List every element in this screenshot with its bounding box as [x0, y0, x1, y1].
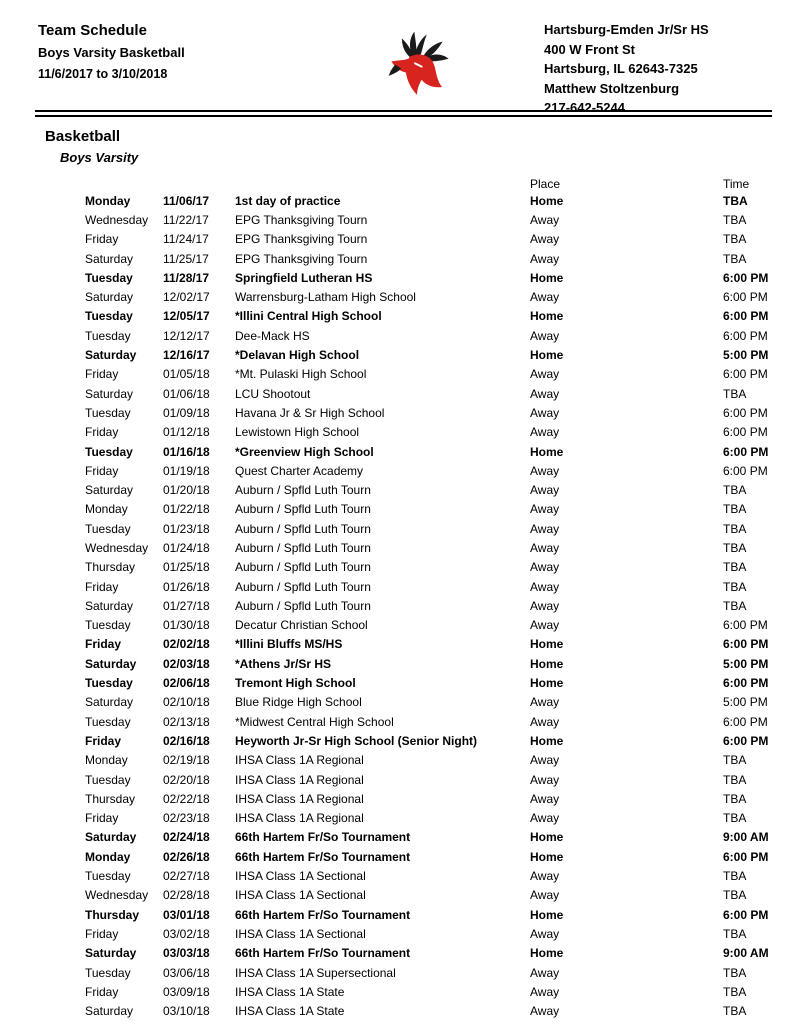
schedule-row [0, 519, 800, 538]
cell-day: Friday [85, 984, 119, 999]
cell-day: Tuesday [85, 328, 131, 343]
cell-day: Monday [85, 849, 131, 864]
cell-place: Home [530, 270, 564, 285]
cell-event: IHSA Class 1A Regional [235, 811, 364, 826]
cell-place: Away [530, 811, 560, 826]
cell-date: 01/22/18 [163, 502, 210, 517]
cell-place: Away [530, 695, 560, 710]
cell-day: Saturday [85, 830, 137, 845]
cell-day: Friday [85, 811, 119, 826]
cell-date: 01/09/18 [163, 405, 210, 420]
schedule-row [0, 809, 800, 828]
cell-place: Away [530, 212, 560, 227]
cell-event: IHSA Class 1A Sectional [235, 888, 366, 903]
cell-time: TBA [723, 251, 747, 266]
cell-date: 01/27/18 [163, 598, 210, 613]
cell-event: Lewistown High School [235, 425, 360, 440]
cell-date: 01/30/18 [163, 618, 210, 633]
cell-day: Saturday [85, 386, 134, 401]
cell-place: Away [530, 483, 560, 498]
cell-day: Saturday [85, 1004, 134, 1019]
cell-date: 01/23/18 [163, 521, 210, 536]
cell-event: Auburn / Spfld Luth Tourn [235, 579, 371, 594]
cell-event: *Mt. Pulaski High School [235, 367, 367, 382]
cell-place: Away [530, 714, 560, 729]
cell-date: 01/06/18 [163, 386, 210, 401]
schedule-row [0, 307, 800, 326]
cell-date: 02/19/18 [163, 753, 210, 768]
cell-time: 9:00 AM [723, 946, 769, 961]
schedule-row [0, 384, 800, 403]
cell-day: Tuesday [85, 444, 133, 459]
cell-time: TBA [723, 1004, 747, 1019]
cell-place: Home [530, 444, 564, 459]
cell-event: 66th Hartem Fr/So Tournament [235, 946, 411, 961]
schedule-row [0, 210, 800, 229]
cell-event: Decatur Christian School [235, 618, 368, 633]
cell-event: *Illini Bluffs MS/HS [235, 637, 343, 652]
schedule-row [0, 751, 800, 770]
cell-event: 1st day of practice [235, 193, 341, 208]
cell-date: 02/22/18 [163, 791, 210, 806]
schedule-row [0, 577, 800, 596]
cell-place: Away [530, 521, 560, 536]
cell-day: Wednesday [85, 888, 149, 903]
cell-date: 02/24/18 [163, 830, 210, 845]
schedule-row [0, 828, 800, 847]
schedule-row [0, 596, 800, 615]
time-column-header: Time [723, 177, 750, 191]
cell-event: IHSA Class 1A Regional [235, 772, 364, 787]
cell-event: *Midwest Central High School [235, 714, 394, 729]
cell-date: 02/28/18 [163, 888, 210, 903]
cell-day: Monday [85, 753, 128, 768]
header-left [38, 20, 293, 104]
schedule-row [0, 500, 800, 519]
cell-date: 01/12/18 [163, 425, 210, 440]
cell-place: Away [530, 926, 560, 941]
schedule-row [0, 345, 800, 364]
cell-event: IHSA Class 1A State [235, 1004, 345, 1019]
cell-event: IHSA Class 1A State [235, 984, 345, 999]
contact-phone: 217-642-5244 [544, 100, 625, 115]
cell-place: Away [530, 1004, 560, 1019]
cell-date: 11/24/17 [163, 232, 209, 247]
cell-day: Tuesday [85, 869, 131, 884]
schedule-row [0, 268, 800, 287]
cell-place: Away [530, 290, 560, 305]
schedule-row [0, 1001, 800, 1020]
cell-time: TBA [723, 502, 747, 517]
cell-day: Tuesday [85, 618, 131, 633]
cell-event: IHSA Class 1A Regional [235, 753, 364, 768]
cell-event: Auburn / Spfld Luth Tourn [235, 483, 371, 498]
schedule-row [0, 673, 800, 692]
cell-event: IHSA Class 1A Sectional [235, 926, 366, 941]
cell-time: 5:00 PM [723, 656, 769, 671]
contact-name: Matthew Stoltzenburg [544, 80, 680, 96]
cell-date: 01/24/18 [163, 540, 210, 555]
cell-date: 01/19/18 [163, 463, 210, 478]
cell-time: 6:00 PM [723, 367, 768, 382]
schedule-row [0, 461, 800, 480]
cell-place: Home [530, 656, 564, 671]
cell-event: Auburn / Spfld Luth Tourn [235, 521, 371, 536]
place-column-header: Place [530, 177, 561, 191]
cell-time: TBA [723, 521, 747, 536]
cell-time: TBA [723, 772, 747, 787]
schedule-row [0, 924, 800, 943]
cell-time: 6:00 PM [723, 309, 769, 324]
cell-event: IHSA Class 1A Regional [235, 791, 364, 806]
cell-event: Heyworth Jr-Sr High School (Senior Night) [235, 733, 478, 748]
cell-day: Tuesday [85, 676, 133, 691]
cell-day: Friday [85, 367, 119, 382]
cell-place: Home [530, 733, 564, 748]
cell-time: TBA [723, 811, 747, 826]
cell-day: Tuesday [85, 714, 131, 729]
cell-place: Away [530, 502, 560, 517]
cell-event: Warrensburg-Latham High School [235, 290, 416, 305]
cell-place: Away [530, 232, 560, 247]
cell-event: EPG Thanksgiving Tourn [235, 232, 368, 247]
cell-day: Saturday [85, 348, 137, 363]
cell-day: Friday [85, 463, 119, 478]
cell-event: *Greenview High School [235, 444, 374, 459]
cell-day: Friday [85, 926, 119, 941]
cell-date: 03/02/18 [163, 926, 210, 941]
cell-time: 6:00 PM [723, 637, 769, 652]
cell-time: TBA [723, 193, 748, 208]
cell-event: 66th Hartem Fr/So Tournament [235, 830, 411, 845]
cell-time: TBA [723, 212, 747, 227]
cell-event: Blue Ridge High School [235, 695, 362, 710]
cell-event: IHSA Class 1A Supersectional [235, 965, 396, 980]
cell-event: Auburn / Spfld Luth Tourn [235, 560, 371, 575]
schedule-row [0, 249, 800, 268]
cell-time: 6:00 PM [723, 618, 768, 633]
cell-date: 12/16/17 [163, 348, 210, 363]
cell-event: Auburn / Spfld Luth Tourn [235, 598, 371, 613]
cell-date: 02/20/18 [163, 772, 210, 787]
cell-event: 66th Hartem Fr/So Tournament [235, 907, 411, 922]
cell-time: TBA [723, 888, 747, 903]
cell-date: 01/25/18 [163, 560, 210, 575]
schedule-row [0, 886, 800, 905]
schedule-row [0, 365, 800, 384]
cell-time: 6:00 PM [723, 733, 769, 748]
cell-time: 6:00 PM [723, 405, 768, 420]
cell-date: 02/06/18 [163, 676, 210, 691]
cell-date: 11/25/17 [163, 251, 209, 266]
cell-day: Saturday [85, 946, 137, 961]
cell-event: Springfield Lutheran HS [235, 270, 373, 285]
cell-event: LCU Shootout [235, 386, 311, 401]
cell-day: Tuesday [85, 309, 133, 324]
cell-day: Saturday [85, 290, 134, 305]
school-info [544, 20, 772, 115]
cell-date: 11/28/17 [163, 270, 210, 285]
schedule-row [0, 558, 800, 577]
schedule-row [0, 616, 800, 635]
cell-place: Home [530, 946, 564, 961]
cell-place: Home [530, 907, 564, 922]
schedule-row [0, 287, 800, 306]
cell-time: 6:00 PM [723, 714, 768, 729]
cell-date: 03/03/18 [163, 946, 210, 961]
cell-day: Saturday [85, 251, 134, 266]
schedule-row [0, 423, 800, 442]
cell-place: Away [530, 540, 560, 555]
cell-day: Thursday [85, 907, 140, 922]
cell-day: Saturday [85, 598, 134, 613]
cell-date: 03/01/18 [163, 907, 210, 922]
cell-place: Home [530, 849, 564, 864]
cell-place: Home [530, 830, 564, 845]
school-address-street: 400 W Front St [544, 41, 636, 57]
cell-date: 01/20/18 [163, 483, 210, 498]
cell-time: 6:00 PM [723, 328, 768, 343]
cell-place: Away [530, 425, 560, 440]
cell-day: Tuesday [85, 270, 133, 285]
cell-place: Away [530, 598, 560, 613]
cell-time: 5:00 PM [723, 695, 768, 710]
cell-place: Away [530, 869, 560, 884]
cell-place: Away [530, 791, 560, 806]
schedule-row [0, 538, 800, 557]
cell-event: Tremont High School [235, 676, 356, 691]
schedule-row [0, 866, 800, 885]
cell-place: Away [530, 386, 560, 401]
cell-date: 02/27/18 [163, 869, 210, 884]
cell-date: 02/13/18 [163, 714, 210, 729]
cell-date: 02/10/18 [163, 695, 210, 710]
cell-time: TBA [723, 926, 747, 941]
cell-time: TBA [723, 483, 747, 498]
cell-day: Tuesday [85, 521, 131, 536]
cell-time: 6:00 PM [723, 425, 768, 440]
cell-day: Friday [85, 232, 119, 247]
cell-date: 02/02/18 [163, 637, 210, 652]
cell-place: Away [530, 888, 560, 903]
schedule-row [0, 191, 800, 210]
schedule-row [0, 635, 800, 654]
cell-date: 02/23/18 [163, 811, 210, 826]
schedule-row [0, 789, 800, 808]
cell-time: 6:00 PM [723, 849, 769, 864]
cell-day: Friday [85, 579, 119, 594]
cell-date: 12/05/17 [163, 309, 210, 324]
cell-date: 03/10/18 [163, 1004, 210, 1019]
school-name: Hartsburg-Emden Jr/Sr HS [544, 22, 709, 37]
cell-event: Auburn / Spfld Luth Tourn [235, 540, 371, 555]
schedule-row [0, 963, 800, 982]
cell-time: 5:00 PM [723, 348, 769, 363]
cell-place: Away [530, 772, 560, 787]
cell-place: Away [530, 753, 560, 768]
cell-place: Away [530, 560, 560, 575]
cell-time: TBA [723, 791, 747, 806]
schedule-row [0, 770, 800, 789]
cell-place: Away [530, 984, 560, 999]
cell-day: Tuesday [85, 772, 131, 787]
page-title: Team Schedule [38, 22, 147, 39]
cell-time: 6:00 PM [723, 290, 768, 305]
schedule-row [0, 712, 800, 731]
cell-date: 01/26/18 [163, 579, 210, 594]
cell-time: TBA [723, 598, 747, 613]
cell-event: Dee-Mack HS [235, 328, 310, 343]
logo-container [293, 20, 544, 104]
cell-day: Friday [85, 637, 122, 652]
cell-time: 6:00 PM [723, 444, 769, 459]
cell-event: *Illini Central High School [235, 309, 382, 324]
sport-title: Basketball [45, 128, 121, 145]
cell-date: 12/02/17 [163, 290, 210, 305]
schedule-row [0, 480, 800, 499]
cell-time: 6:00 PM [723, 907, 769, 922]
cell-day: Monday [85, 193, 131, 208]
cell-place: Away [530, 328, 560, 343]
cell-day: Saturday [85, 695, 134, 710]
cell-time: 6:00 PM [723, 676, 769, 691]
cell-time: TBA [723, 232, 747, 247]
cell-place: Away [530, 618, 560, 633]
cell-place: Away [530, 251, 560, 266]
cell-day: Friday [85, 425, 119, 440]
cell-time: TBA [723, 386, 747, 401]
schedule-row [0, 442, 800, 461]
cell-place: Away [530, 579, 560, 594]
cell-date: 02/26/18 [163, 849, 210, 864]
team-level-title: Boys Varsity [60, 150, 139, 165]
cell-event: *Athens Jr/Sr HS [235, 656, 332, 671]
cell-day: Thursday [85, 560, 136, 575]
schedule-row [0, 230, 800, 249]
cell-day: Wednesday [85, 212, 149, 227]
cell-place: Home [530, 676, 564, 691]
cell-place: Home [530, 348, 564, 363]
schedule-row [0, 982, 800, 1001]
cell-time: TBA [723, 984, 747, 999]
cell-place: Home [530, 637, 564, 652]
schedule-row [0, 693, 800, 712]
schedule-row [0, 847, 800, 866]
schedule-row [0, 944, 800, 963]
cell-date: 11/22/17 [163, 212, 209, 227]
cell-event: IHSA Class 1A Sectional [235, 869, 366, 884]
cell-time: 9:00 AM [723, 830, 769, 845]
cell-event: 66th Hartem Fr/So Tournament [235, 849, 411, 864]
cell-event: EPG Thanksgiving Tourn [235, 251, 368, 266]
cell-day: Tuesday [85, 405, 131, 420]
schedule-row [0, 326, 800, 345]
cell-day: Saturday [85, 656, 137, 671]
cell-date: 01/05/18 [163, 367, 210, 382]
schedule-row [0, 403, 800, 422]
cell-date: 11/06/17 [163, 193, 210, 208]
cell-place: Away [530, 463, 560, 478]
cell-day: Monday [85, 502, 128, 517]
school-address-city: Hartsburg, IL 62643-7325 [544, 61, 698, 76]
cell-time: TBA [723, 560, 747, 575]
cell-day: Wednesday [85, 540, 149, 555]
cell-time: TBA [723, 869, 747, 884]
cell-date: 01/16/18 [163, 444, 210, 459]
cell-time: TBA [723, 753, 747, 768]
cell-place: Away [530, 367, 560, 382]
cell-event: Auburn / Spfld Luth Tourn [235, 502, 371, 517]
cell-day: Friday [85, 733, 122, 748]
cell-place: Home [530, 193, 564, 208]
cell-event: EPG Thanksgiving Tourn [235, 212, 368, 227]
cell-day: Tuesday [85, 965, 131, 980]
cell-date: 02/03/18 [163, 656, 210, 671]
cell-place: Away [530, 965, 560, 980]
table-header-row [0, 176, 800, 191]
section-titles [45, 128, 800, 165]
cell-date: 03/06/18 [163, 965, 210, 980]
cell-event: *Delavan High School [235, 348, 360, 363]
stag-mascot-icon [373, 22, 465, 111]
cell-day: Thursday [85, 791, 136, 806]
cell-date: 03/09/18 [163, 984, 210, 999]
cell-date: 02/16/18 [163, 733, 210, 748]
cell-place: Home [530, 309, 564, 324]
schedule-table [0, 176, 800, 1021]
cell-event: Havana Jr & Sr High School [235, 405, 385, 420]
cell-event: Quest Charter Academy [235, 463, 364, 478]
cell-day: Saturday [85, 483, 134, 498]
schedule-row [0, 731, 800, 750]
cell-date: 12/12/17 [163, 328, 210, 343]
schedule-row [0, 905, 800, 924]
page-header [0, 0, 800, 115]
team-subtitle: Boys Varsity Basketball [38, 45, 185, 60]
date-range: 11/6/2017 to 3/10/2018 [38, 67, 168, 81]
schedule-row [0, 654, 800, 673]
cell-time: TBA [723, 540, 747, 555]
cell-time: TBA [723, 965, 747, 980]
cell-place: Away [530, 405, 560, 420]
cell-time: TBA [723, 579, 747, 594]
schedule-body [0, 191, 800, 1021]
cell-time: 6:00 PM [723, 463, 768, 478]
cell-time: 6:00 PM [723, 270, 769, 285]
